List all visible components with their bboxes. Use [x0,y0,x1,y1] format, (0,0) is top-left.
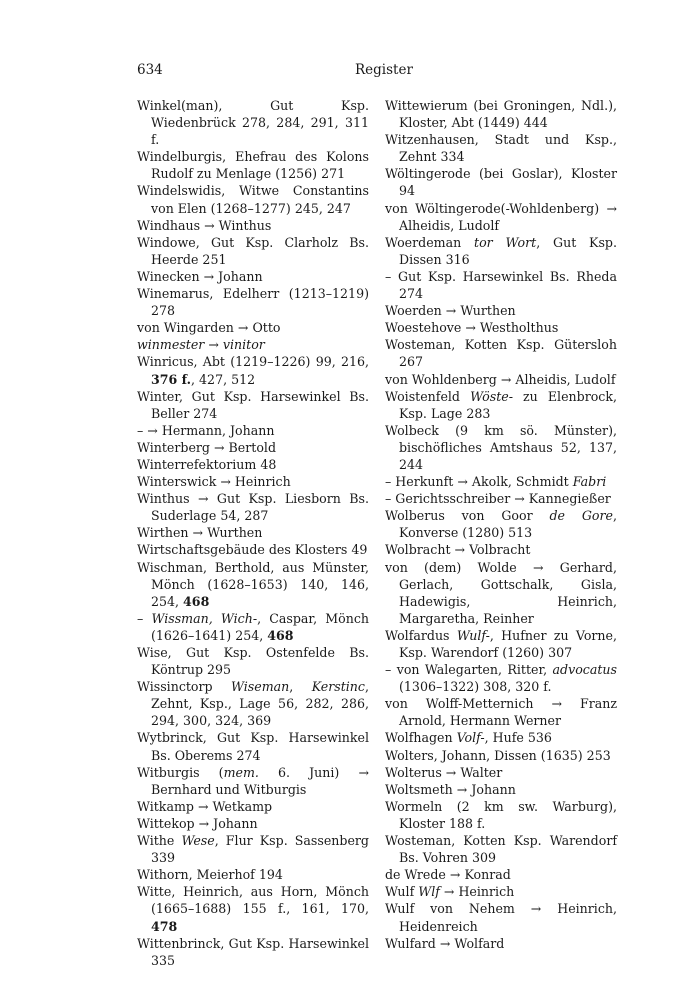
index-entry [137,644,369,678]
running-head: Register [355,62,413,78]
entry-text: – von Walegarten, Ritter, [385,662,553,678]
entry-text: mem. [223,764,259,780]
entry-text: – → Hermann, Johann [137,422,275,438]
entry-text: Woistenfeld [385,388,471,404]
entry-text: – Gut Ksp. Harsewinkel Bs. Rheda 274 [385,268,617,302]
entry-text: advocatus [552,662,617,678]
entry-text: Winecken → Johann [137,268,263,284]
entry-text: – [137,610,152,626]
index-entry [137,832,369,866]
entry-text: , Flur Ksp. Sassenberg 339 [151,833,369,866]
index-entry [137,388,369,422]
entry-text: Wolberus von Goor [385,508,550,524]
entry-text: Woltsmeth → Johann [385,781,516,797]
entry-text: , Hufe 536 [484,730,552,746]
index-entry [137,524,369,541]
entry-text: Wöste- [470,388,513,404]
entry-text: Wosteman, Kotten Ksp. Gütersloh 267 [385,337,617,370]
index-entry [137,729,369,763]
index-entry [385,798,617,832]
entry-text: Winkel(man), Gut Ksp. Wiedenbrück 278, 284, 291, 311 f. [137,98,369,148]
entry-text: Wissinctorp [137,679,232,695]
entry-text: Wolfardus [385,627,457,643]
index-entry [385,131,617,165]
entry-text: Witkamp → Wetkamp [137,798,273,814]
index-entry [385,336,617,370]
index-entry [385,866,617,883]
entry-text: Wolters, Johann, Dissen (1635) 253 [385,747,611,763]
index-entry [385,747,617,764]
entry-text: Witte, Heinrich, aus Horn, Mönch (1665–1688) 155 f., 161, 170, [137,884,369,917]
entry-text: 468 [267,627,294,643]
index-entry [385,541,617,558]
entry-text: Woestehove → Westholthus [385,320,559,336]
entry-text: Wese [181,833,215,849]
entry-text: Wittenbrinck, Gut Ksp. Harsewinkel 335 [137,935,369,968]
entry-text: Wischman, Berthold, aus Münster, Mönch (1628–1653) 140, 146, 254, [137,559,369,609]
entry-text: Wittewierum (bei Groningen, Ndl.), Kloster, Abt (1449) 444 [385,98,617,131]
index-entry [137,490,369,524]
entry-text: Wirthen → Wurthen [137,525,263,541]
entry-text: Fabri [572,474,607,490]
entry-text: Wolterus → Walter [385,764,503,780]
entry-text: Wulf von Nehem → Heinrich, Heidenreich [385,901,617,934]
entry-text: , Zehnt, Ksp., Lage 56, 282, 286, 294, 300, 324, 369 [151,679,369,729]
entry-text: Windowe, Gut Ksp. Clarholz Bs. Heerde 251 [137,234,369,267]
index-entry [137,541,369,558]
index-entry [137,319,369,336]
index-entry [137,610,369,644]
index-entry [385,883,617,900]
entry-text: zu Elenbrock, Ksp. Lage 283 [399,388,617,421]
entry-text: Witzenhausen, Stadt und Ksp., Zehnt 334 [385,132,617,165]
index-entry [137,935,369,969]
entry-text: , Hufner zu Vorne, Ksp. Warendorf (1260) 307 [399,627,617,660]
index-entry [137,268,369,285]
index-entry [385,200,617,234]
entry-text: Wlf [418,884,440,900]
entry-text: von Wingarden → Otto [137,320,281,336]
index-column-left [137,97,369,969]
entry-text: von Wolff-Metternich → Franz Arnold, Hermann Werner [385,696,617,729]
index-entry [385,559,617,627]
index-entry [137,182,369,216]
index-entry [385,234,617,268]
entry-text: Winthus → Gut Ksp. Liesborn Bs. Suderlage 54, 287 [137,491,369,524]
index-entry [137,456,369,473]
index-entry [385,764,617,781]
index-entry [385,935,617,952]
index-entry [385,900,617,934]
entry-text: Wolbracht → Volbracht [385,542,531,558]
entry-text: Wolfhagen [385,730,457,746]
entry-text: Wulf- [456,627,490,643]
entry-text: → Heinrich [439,884,515,900]
index-entry [137,883,369,934]
entry-text: Wolbeck (9 km sö. Münster), bischöfliches Amtshaus 52, 137, 244 [385,422,617,472]
entry-text: Winter, Gut Ksp. Harsewinkel Bs. Beller 274 [137,388,369,421]
index-entry [385,422,617,473]
index-entry [385,781,617,798]
entry-text: Woerdeman [385,234,475,250]
entry-text: von Wohldenberg → Alheidis, Ludolf [385,371,616,387]
entry-text: Wissman, Wich- [151,610,258,626]
entry-text: Wittekop → Johann [137,815,258,831]
entry-text: Wöltingerode (bei Goslar), Kloster 94 [385,166,617,199]
entry-text: , Konverse (1280) 513 [399,508,618,541]
index-entry [137,815,369,832]
entry-text: , Caspar, Mönch (1626–1641) 254, [151,610,369,643]
entry-text: Wulf [385,884,419,900]
entry-text: Wosteman, Kotten Ksp. Warendorf Bs. Vohren 309 [385,833,617,866]
entry-text: Wytbrinck, Gut Ksp. Harsewinkel Bs. Oberems 274 [137,730,369,763]
entry-text: (1306–1322) 308, 320 f. [399,679,552,695]
index-entry [137,764,369,798]
index-entry [137,148,369,182]
entry-text: Winterrefektorium 48 [137,456,277,472]
index-entry [385,319,617,336]
entry-text: tor Wort [474,234,537,250]
entry-text: de Gore [549,508,613,524]
entry-text: Winemarus, Edelherr (1213–1219) 278 [137,286,369,319]
index-entry [137,97,369,148]
index-entry [137,678,369,729]
entry-text: Witburgis ( [137,764,224,780]
index-entry [137,439,369,456]
index-entry [385,165,617,199]
index-entry [385,695,617,729]
index-entry [137,798,369,815]
entry-text: Withe [137,833,182,849]
entry-text: Woerden → Wurthen [385,303,516,319]
index-entry [137,217,369,234]
index-entry [385,302,617,319]
entry-text: Windhaus → Winthus [137,217,272,233]
entry-text: Winterswick → Heinrich [137,474,291,490]
entry-text: winmester → vinitor [137,337,265,353]
index-entry [385,490,617,507]
entry-text: 376 f. [151,371,192,387]
index-entry [137,422,369,439]
entry-text: Kerstinc [311,679,365,695]
index-entry [137,234,369,268]
index-entry [137,559,369,610]
index-entry [137,336,369,353]
index-entry [385,661,617,695]
entry-text: – Herkunft → Akolk, Schmidt [385,474,573,490]
entry-text: – Gerichtsschreiber → Kannegießer [385,491,611,507]
entry-text: Wormeln (2 km sw. Warburg), Kloster 188 f. [385,798,617,831]
index-entry [137,866,369,883]
entry-text: Winricus, Abt (1219–1226) 99, 216, [137,354,369,370]
index-entry [385,97,617,131]
entry-text: Withorn, Meierhof 194 [137,867,283,883]
index-entry [137,353,369,387]
entry-text: Winterberg → Bertold [137,439,277,455]
index-entry [385,388,617,422]
entry-text: Volf- [456,730,485,746]
index-entry [137,473,369,490]
index-entry [385,627,617,661]
index-column-right [385,97,617,952]
entry-text: 468 [183,593,210,609]
index-entry [385,832,617,866]
index-entry [385,473,617,490]
index-entry [385,371,617,388]
entry-text: Wiseman [231,679,290,695]
entry-text: , 427, 512 [191,371,256,387]
entry-text: 6. Juni) → Bernhard und Witburgis [151,764,369,797]
entry-text: Windelburgis, Ehefrau des Kolons Rudolf zu Menlage (1256) 271 [137,149,369,182]
entry-text: 478 [151,918,178,934]
entry-text: Wise, Gut Ksp. Ostenfelde Bs. Köntrup 295 [137,645,369,678]
entry-text: Wulfard → Wolfard [385,935,505,951]
index-entry [385,729,617,746]
entry-text: de Wrede → Konrad [385,867,511,883]
index-entry [385,268,617,302]
entry-text: , [289,679,312,695]
index-entry [385,507,617,541]
entry-text: von (dem) Wolde → Gerhard, Gerlach, Gottschalk, Gisla, Hadewigis, Heinrich, Margaretha, Reinher [385,559,617,626]
index-entry [137,285,369,319]
entry-text: Windelswidis, Witwe Constantins von Elen (1268–1277) 245, 247 [137,183,369,216]
entry-text: Wirtschaftsgebäude des Klosters 49 [137,542,368,558]
entry-text: von Wöltingerode(-Wohldenberg) → Alheidis, Ludolf [385,200,617,233]
page-number: 634 [137,62,163,78]
entry-text: , Gut Ksp. Dissen 316 [399,234,617,267]
